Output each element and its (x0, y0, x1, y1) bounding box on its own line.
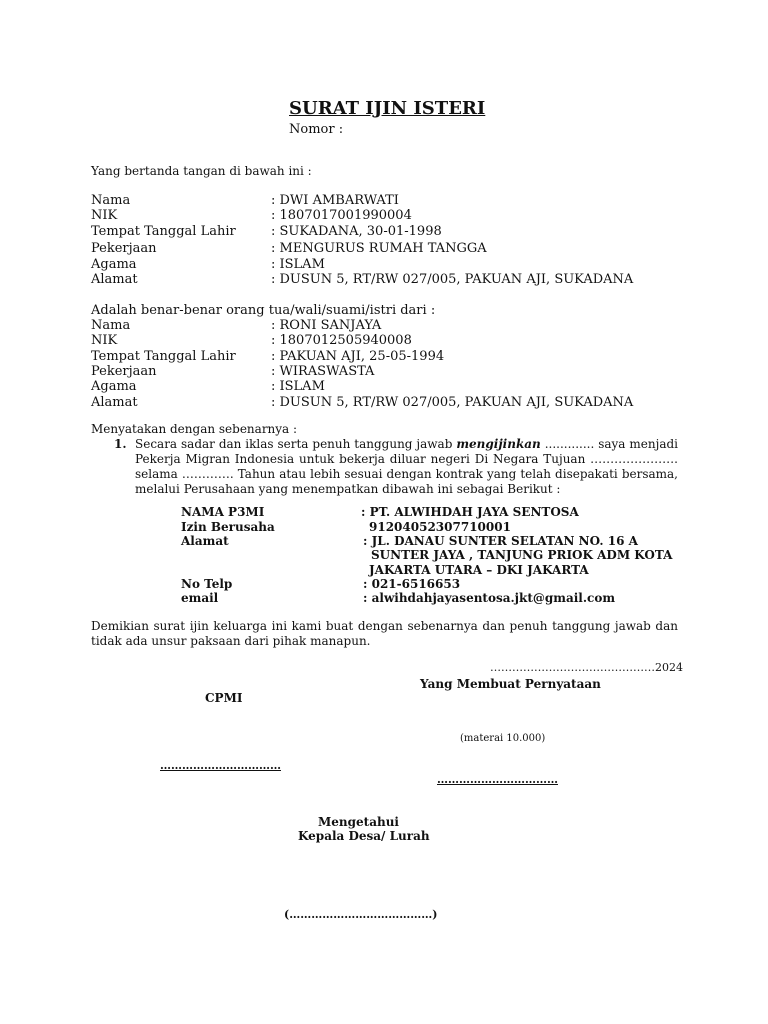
maker-signature-line: …………………………… (437, 773, 558, 786)
subject-row-job: Pekerjaan : WIRASWASTA (91, 364, 375, 379)
company-phone-label: No Telp (181, 577, 233, 591)
subject-row-nik: NIK : 1807012505940008 (91, 333, 412, 348)
date-line: ………………………………………2024 (490, 661, 683, 674)
signer-row-nik: NIK : 1807017001990004 (91, 208, 412, 223)
statement-number: 1. (114, 437, 127, 451)
intro-text: Yang bertanda tangan di bawah ini : (91, 164, 312, 178)
acknowledge-label: Mengetahui (318, 815, 399, 829)
company-name-label: NAMA P3MI (181, 505, 265, 519)
statement-intro: Menyatakan dengan sebenarnya : (91, 422, 298, 436)
cpmi-signature-line: …………………………… (160, 759, 281, 772)
subject-row-religion: Agama : ISLAM (91, 379, 325, 394)
cpmi-label: CPMI (205, 691, 243, 705)
company-address-line-1: : JL. DANAU SUNTER SELATAN NO. 16 A (363, 534, 638, 548)
relation-intro: Adalah benar-benar orang tua/wali/suami/istri dari : (91, 303, 436, 318)
signer-row-birth: Tempat Tanggal Lahir : SUKADANA, 30-01-1998 (91, 224, 442, 239)
company-license-value: 91204052307710001 (369, 520, 511, 534)
materai-note: (materai 10.000) (460, 733, 546, 744)
company-email-value: : alwihdahjayasentosa.jkt@gmail.com (363, 591, 616, 605)
signer-row-job: Pekerjaan : MENGURUS RUMAH TANGGA (91, 241, 487, 256)
company-license-label: Izin Berusaha (181, 520, 275, 534)
company-address-label: Alamat (181, 534, 229, 548)
nomor-label: Nomor : (289, 122, 344, 137)
company-phone-value: : 021-6516653 (363, 577, 461, 591)
statement-emphasis: mengijinkan (456, 437, 541, 451)
official-title: Kepala Desa/ Lurah (298, 829, 430, 843)
official-signature-line: (…………………………………) (284, 908, 438, 921)
company-name-value: : PT. ALWIHDAH JAYA SENTOSA (361, 505, 579, 519)
subject-row-name: Nama : RONI SANJAYA (91, 318, 382, 333)
subject-row-birth: Tempat Tanggal Lahir : PAKUAN AJI, 25-05-1994 (91, 349, 445, 364)
signer-row-name: Nama : DWI AMBARWATI (91, 193, 399, 208)
closing-paragraph: Demikian surat ijin keluarga ini kami buat dengan sebenarnya dan penuh tanggung jawab dan tidak ada unsur paksaan dari pihak manapun. (91, 619, 678, 648)
company-address-line-2: SUNTER JAYA , TANJUNG PRIOK ADM KOTA (371, 548, 673, 562)
company-email-label: email (181, 591, 219, 605)
company-address-line-3: JAKARTA UTARA – DKI JAKARTA (369, 563, 589, 577)
signer-row-address: Alamat : DUSUN 5, RT/RW 027/005, PAKUAN AJI, SUKADANA (91, 272, 634, 287)
subject-row-address: Alamat : DUSUN 5, RT/RW 027/005, PAKUAN AJI, SUKADANA (91, 395, 634, 410)
document-title: SURAT IJIN ISTERI (289, 98, 486, 119)
signer-row-religion: Agama : ISLAM (91, 257, 325, 272)
maker-label: Yang Membuat Pernyataan (420, 677, 601, 691)
statement-paragraph: Secara sadar dan iklas serta penuh tanggung jawab mengijinkan ............. saya menjadi Pekerja Migran Indonesia untuk bekerja diluar negeri Di Negara Tujuan …………………. selama …………. Tahun atau lebih sesuai dengan kontrak yang telah disepakati bersama, melalui Perusahaan yang menempatkan dibawah ini sebagai Berikut : (135, 437, 678, 496)
